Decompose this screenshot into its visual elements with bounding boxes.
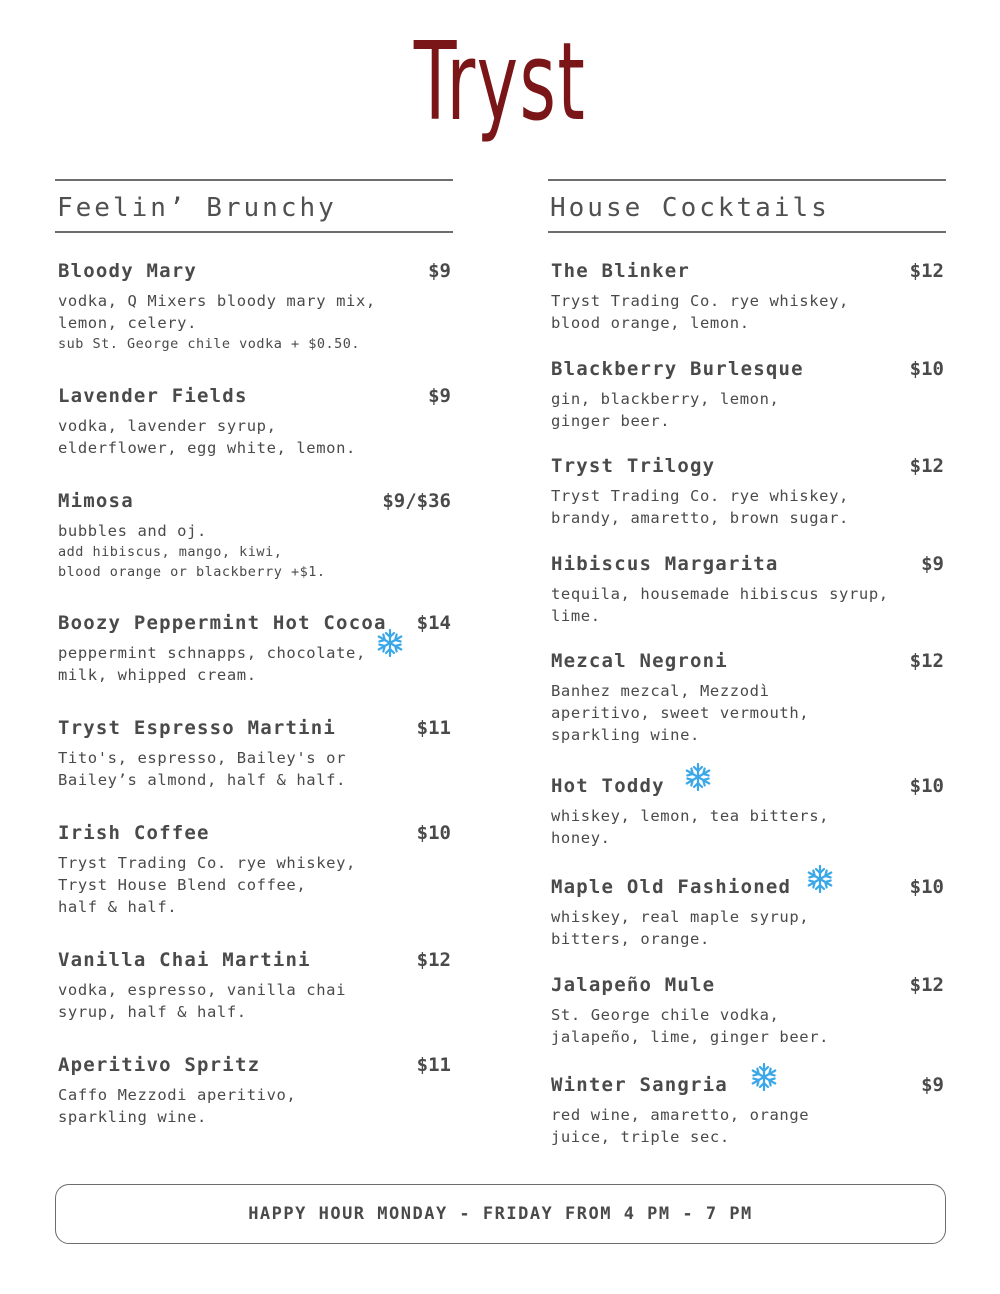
menu-item bbox=[58, 822, 453, 918]
menu-item bbox=[551, 1074, 946, 1148]
item-note: add hibiscus, mango, kiwi, blood orange or blackberry +$1. bbox=[58, 544, 326, 580]
item-price: $10 bbox=[416, 822, 451, 844]
item-name: Aperitivo Spritz bbox=[58, 1054, 261, 1076]
menu-item bbox=[551, 553, 946, 627]
snowflake-icon bbox=[683, 762, 713, 792]
item-price: $12 bbox=[909, 260, 944, 282]
cocktails-section bbox=[548, 179, 946, 1146]
menu-item bbox=[551, 876, 946, 950]
item-price: $12 bbox=[909, 650, 944, 672]
item-name: Hibiscus Margarita bbox=[551, 553, 779, 575]
item-price: $9/$36 bbox=[382, 490, 451, 512]
item-name: Mezcal Negroni bbox=[551, 650, 728, 672]
menu-item bbox=[58, 490, 453, 582]
item-description: Tryst Trading Co. rye whiskey, blood orange, lemon. bbox=[551, 292, 849, 332]
item-price: $10 bbox=[909, 775, 944, 797]
item-description: Tryst Trading Co. rye whiskey, Tryst House Blend coffee, half & half. bbox=[58, 854, 356, 916]
item-name: Lavender Fields bbox=[58, 385, 248, 407]
menu-item bbox=[58, 717, 453, 791]
item-name: Maple Old Fashioned bbox=[551, 876, 792, 898]
menu-item bbox=[551, 775, 946, 849]
item-price: $12 bbox=[909, 974, 944, 996]
menu-item bbox=[551, 650, 946, 746]
item-description: Banhez mezcal, Mezzodì aperitivo, sweet vermouth, sparkling wine. bbox=[551, 682, 810, 744]
item-name: Hot Toddy bbox=[551, 775, 665, 797]
item-name: Tryst Trilogy bbox=[551, 455, 716, 477]
item-name: Vanilla Chai Martini bbox=[58, 949, 311, 971]
item-note: sub St. George chile vodka + $0.50. bbox=[58, 336, 360, 352]
item-name: Mimosa bbox=[58, 490, 134, 512]
menu-item bbox=[551, 974, 946, 1048]
item-price: $9 bbox=[921, 553, 944, 575]
brand-logo: Tryst bbox=[413, 20, 587, 145]
item-description: vodka, lavender syrup, elderflower, egg white, lemon. bbox=[58, 417, 356, 457]
item-price: $14 bbox=[416, 612, 451, 634]
item-description: St. George chile vodka, jalapeño, lime, ginger beer. bbox=[551, 1006, 830, 1046]
item-description: Caffo Mezzodi aperitivo, sparkling wine. bbox=[58, 1086, 297, 1126]
item-description: vodka, espresso, vanilla chai syrup, half & half. bbox=[58, 981, 347, 1021]
item-name: Boozy Peppermint Hot Cocoa bbox=[58, 612, 387, 634]
brunch-section bbox=[55, 179, 453, 1126]
item-price: $12 bbox=[909, 455, 944, 477]
item-name: Jalapeño Mule bbox=[551, 974, 716, 996]
item-description: Tito's, espresso, Bailey's or Bailey’s almond, half & half. bbox=[58, 749, 347, 789]
item-name: Irish Coffee bbox=[58, 822, 210, 844]
item-price: $9 bbox=[921, 1074, 944, 1096]
item-name: Bloody Mary bbox=[58, 260, 198, 282]
item-description: vodka, Q Mixers bloody mary mix, lemon, celery. bbox=[58, 292, 376, 332]
menu-item bbox=[58, 385, 453, 459]
menu-item bbox=[551, 455, 946, 529]
menu-item bbox=[58, 1054, 453, 1128]
item-description: bubbles and oj. bbox=[58, 522, 207, 540]
item-price: $11 bbox=[416, 717, 451, 739]
item-description: whiskey, lemon, tea bitters, honey. bbox=[551, 807, 830, 847]
item-price: $10 bbox=[909, 876, 944, 898]
item-price: $9 bbox=[428, 385, 451, 407]
item-name: Tryst Espresso Martini bbox=[58, 717, 337, 739]
menu-item bbox=[58, 612, 453, 686]
menu-item bbox=[551, 260, 946, 334]
snowflake-icon bbox=[805, 864, 835, 894]
item-description: red wine, amaretto, orange juice, triple sec. bbox=[551, 1106, 810, 1146]
item-description: peppermint schnapps, chocolate, milk, whipped cream. bbox=[58, 644, 366, 684]
section-title-brunch: Feelin’ Brunchy bbox=[55, 179, 453, 233]
item-name: The Blinker bbox=[551, 260, 691, 282]
item-description: gin, blackberry, lemon, ginger beer. bbox=[551, 390, 780, 430]
section-title-cocktails: House Cocktails bbox=[548, 179, 946, 233]
item-description: tequila, housemade hibiscus syrup, lime. bbox=[551, 585, 889, 625]
item-price: $11 bbox=[416, 1054, 451, 1076]
menu-item bbox=[58, 260, 453, 354]
item-name: Blackberry Burlesque bbox=[551, 358, 804, 380]
item-name: Winter Sangria bbox=[551, 1074, 728, 1096]
item-description: Tryst Trading Co. rye whiskey, brandy, amaretto, brown sugar. bbox=[551, 487, 849, 527]
item-price: $9 bbox=[428, 260, 451, 282]
menu-item bbox=[58, 949, 453, 1023]
item-price: $10 bbox=[909, 358, 944, 380]
menu-item bbox=[551, 358, 946, 432]
snowflake-icon bbox=[749, 1062, 779, 1092]
happy-hour-banner: HAPPY HOUR MONDAY - FRIDAY FROM 4 PM - 7 PM bbox=[55, 1184, 946, 1244]
item-price: $12 bbox=[416, 949, 451, 971]
snowflake-icon bbox=[375, 628, 405, 658]
item-description: whiskey, real maple syrup, bitters, orange. bbox=[551, 908, 810, 948]
